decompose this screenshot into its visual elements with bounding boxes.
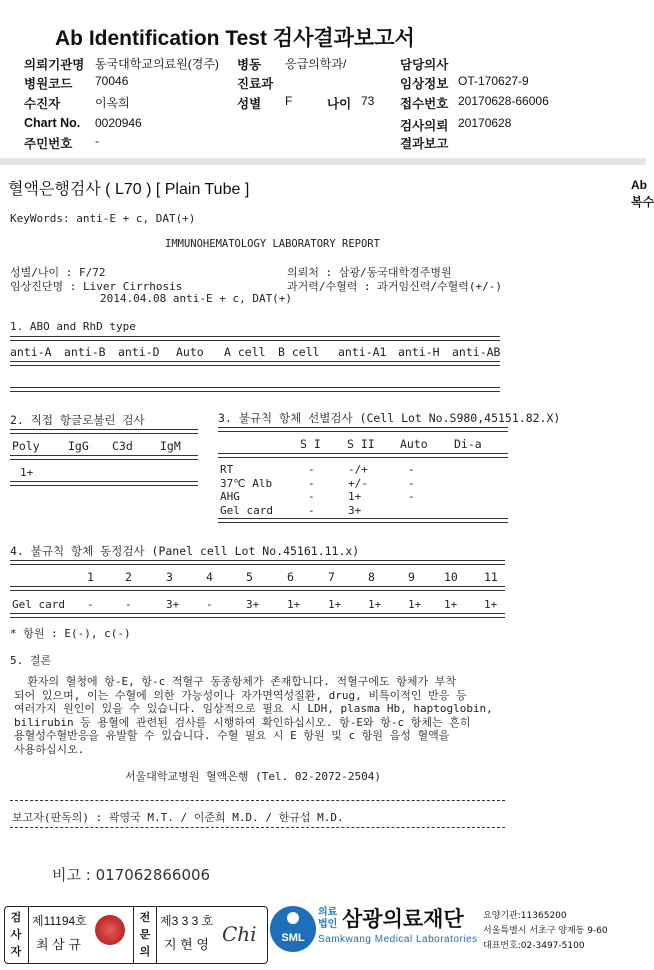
conclusion-line: 사용하십시오. [14, 742, 85, 756]
panel-cell-number: 1 [87, 570, 94, 584]
org-address: 서울특별시 서초구 양재동 9-60 [483, 926, 608, 936]
panel-cell-number: 10 [444, 570, 458, 584]
screening-value: 3+ [348, 503, 362, 517]
header-value: F [285, 94, 293, 108]
panel-result-value: 1+ [444, 598, 458, 611]
header-value: 20170628-66006 [458, 94, 549, 108]
specialist-signature: Chi [222, 922, 257, 946]
diagnosis: 임상진단명 : Liver Cirrhosis [10, 280, 183, 293]
referrer: 의뢰처 : 삼광/동국대학경주병원 [287, 266, 452, 279]
header-label: 성별 [237, 97, 262, 111]
panel-result-value: - [206, 598, 213, 611]
abo-column-header: anti-H [398, 345, 440, 359]
conclusion-line: 환자의 혈청에 항-E, 항-c 적혈구 동종항체가 존재합니다. 적혈구에도 항체가 부착 [14, 675, 456, 688]
dat-poly-value: 1+ [20, 466, 34, 479]
panel-cell-number: 5 [246, 570, 253, 584]
divider [10, 800, 505, 801]
panel-result-value: 3+ [246, 598, 260, 611]
divider [218, 453, 508, 458]
section-5-title: 5. 결론 [10, 654, 52, 667]
diagnosis-date: 2014.04.08 anti-E + c, DAT(+) [100, 292, 293, 305]
divider [10, 361, 500, 366]
screening-value: - [308, 503, 315, 517]
header-value: 73 [361, 94, 375, 108]
divider [218, 427, 508, 432]
institution-code: 요양기관:11365200 [483, 911, 567, 921]
header-label: 주민번호 [24, 137, 73, 151]
screening-row-label: Gel card [220, 503, 273, 517]
panel-result-value: 1+ [408, 598, 422, 611]
screening-value: - [408, 463, 415, 476]
screening-value: - [408, 476, 415, 490]
abo-column-header: anti-AB [452, 345, 501, 359]
divider [10, 336, 500, 341]
header-label: 결과보고 [400, 137, 449, 151]
panel-result-value: 1+ [368, 598, 382, 611]
dat-column-header: IgM [160, 439, 181, 453]
screening-value: -/+ [348, 463, 368, 476]
section-1-title: 1. ABO and RhD type [10, 320, 136, 333]
panel-result-value: - [87, 598, 94, 611]
header-value: 70046 [95, 74, 129, 88]
remark: 비고 : 017062866006 [52, 866, 211, 884]
header-label: 접수번호 [400, 97, 449, 111]
header-label: 수진자 [24, 97, 61, 111]
divider [10, 827, 505, 828]
antigen-note: * 항원 : E(-), c(-) [10, 627, 131, 640]
screening-column-header: Auto [400, 437, 428, 451]
conclusion-line: 용혈성수혈반응을 유발할 수 있습니다. 수혈 필요 시 E 항원 및 c 항원 음성 혈액을 [14, 729, 450, 742]
specialist-license: 제3 3 3 호 [160, 914, 214, 928]
specialist-name: 지 현 영 [164, 937, 209, 952]
dat-column-header: Poly [12, 439, 40, 453]
dat-column-header: IgG [68, 439, 89, 453]
logo-text: SML [281, 932, 305, 944]
panel-cell-number: 11 [484, 570, 498, 584]
divider [10, 586, 505, 591]
header-label: 임상정보 [400, 77, 449, 91]
section-4-title: 4. 불규칙 항체 동정검사 (Panel cell Lot No.45161.11.x) [10, 544, 360, 558]
transfusion-history: 과거력/수혈력 : 과거임신력/수혈력(+/-) [287, 280, 502, 293]
header-label: 나이 [327, 97, 352, 111]
abo-column-header: anti-B [64, 345, 106, 359]
screening-value: 1+ [348, 490, 362, 503]
divider [218, 518, 508, 523]
section-2-title: 2. 직접 항글로불린 검사 [10, 413, 145, 427]
edge-text-1: Ab [631, 178, 647, 192]
header-value: 이옥희 [95, 96, 130, 110]
lab-report-title: IMMUNOHEMATOLOGY LABORATORY REPORT [165, 238, 380, 250]
section-3-title: 3. 불규칙 항체 선별검사 (Cell Lot No.S980,45151.82.X) [218, 411, 561, 425]
panel-cell-number: 7 [328, 570, 335, 584]
divider [10, 481, 198, 486]
screening-row-label: RT [220, 463, 234, 476]
org-phone: 대표번호:02-3497-5100 [483, 941, 585, 951]
panel-result-value: - [125, 598, 132, 611]
screening-column-header: Di-a [454, 437, 482, 451]
examiner-license: 제11194호 [32, 914, 87, 928]
abo-column-header: anti-A1 [338, 345, 387, 359]
panel-row-label: Gel card [12, 598, 65, 611]
header-value: - [95, 134, 99, 148]
reporter: 보고자(판독의) : 곽영국 M.T. / 이준희 M.D. / 한규섭 M.D. [12, 811, 344, 824]
sex-age: 성별/나이 : F/72 [10, 266, 106, 279]
report-title: Ab Identification Test 검사결과보고서 [55, 27, 415, 50]
abo-column-header: anti-A [10, 345, 52, 359]
header-divider [0, 158, 646, 165]
screening-column-header: S II [347, 437, 375, 451]
panel-result-value: 1+ [287, 598, 301, 611]
org-type: 의료 법인 [318, 907, 338, 930]
sml-logo-icon [268, 904, 318, 954]
divider [10, 429, 198, 434]
divider [10, 387, 500, 392]
panel-result-value: 1+ [484, 598, 498, 611]
abo-column-header: B cell [278, 345, 320, 359]
examiner-label: 검 사 자 [4, 906, 29, 964]
edge-text-2: 복수 [631, 195, 654, 209]
abo-column-header: anti-D [118, 345, 160, 359]
screening-value: - [308, 490, 315, 503]
panel-cell-number: 6 [287, 570, 294, 584]
abo-column-header: A cell [224, 345, 266, 359]
org-name: 삼광의료재단 [342, 907, 464, 931]
divider [10, 613, 505, 618]
screening-value: +/- [348, 476, 368, 490]
divider [10, 560, 505, 565]
abo-column-header: Auto [176, 345, 204, 359]
header-label: 의뢰기관명 [24, 58, 85, 72]
panel-result-value: 1+ [328, 598, 342, 611]
screening-row-label: AHG [220, 490, 240, 503]
header-label: 병원코드 [24, 77, 73, 91]
conclusion-line: 여러가지 원인이 있을 수 있습니다. 임상적으로 필요 시 LDH, plasma Hb, haptoglobin, [14, 702, 493, 715]
panel-cell-number: 8 [368, 570, 375, 584]
screening-column-header: S I [300, 437, 321, 451]
panel-cell-number: 4 [206, 570, 213, 584]
panel-cell-number: 9 [408, 570, 415, 584]
conclusion-line: 되어 있으며, 이는 수혈에 의한 가능성이나 자가면역성질환, drug, 비특이적인 반응 등 [14, 688, 467, 702]
header-label: 진료과 [237, 77, 274, 91]
org-english-name: Samkwang Medical Laboratories [318, 934, 478, 945]
doc-title: 혈액은행검사 ( L70 ) [ Plain Tube ] [8, 181, 250, 198]
header-label: 검사의뢰 [400, 119, 449, 133]
screening-value: - [308, 476, 315, 490]
screening-row-label: 37℃ Alb [220, 476, 273, 490]
lab-institution: 서울대학교병원 혈액은행 (Tel. 02-2072-2504) [125, 770, 381, 783]
panel-cell-number: 3 [166, 570, 173, 584]
header-value: 0020946 [95, 116, 142, 130]
header-value: 동국대학교의료원(경주) [95, 57, 219, 71]
header-value: 응급의학과/ [285, 57, 347, 71]
screening-value: - [408, 490, 415, 503]
keywords: KeyWords: anti-E + c, DAT(+) [10, 212, 196, 225]
header-value: 20170628 [458, 116, 512, 130]
screening-value: - [308, 463, 315, 476]
examiner-name: 최 삼 규 [36, 937, 81, 952]
header-label: 담당의사 [400, 58, 449, 72]
panel-result-value: 3+ [166, 598, 180, 611]
header-label: 병동 [237, 58, 262, 72]
panel-cell-number: 2 [125, 570, 132, 584]
header-label: Chart No. [24, 116, 81, 130]
dat-column-header: C3d [112, 439, 133, 453]
header-value: OT-170627-9 [458, 74, 529, 88]
divider [10, 455, 198, 460]
seal-stamp-icon [95, 915, 125, 945]
conclusion-line: bilirubin 등 용혈에 관련된 검사를 시행하여 확인하십시오. 항-E와 항-c 항체는 흔히 [14, 715, 471, 729]
specialist-label: 전 문 의 [133, 906, 157, 964]
